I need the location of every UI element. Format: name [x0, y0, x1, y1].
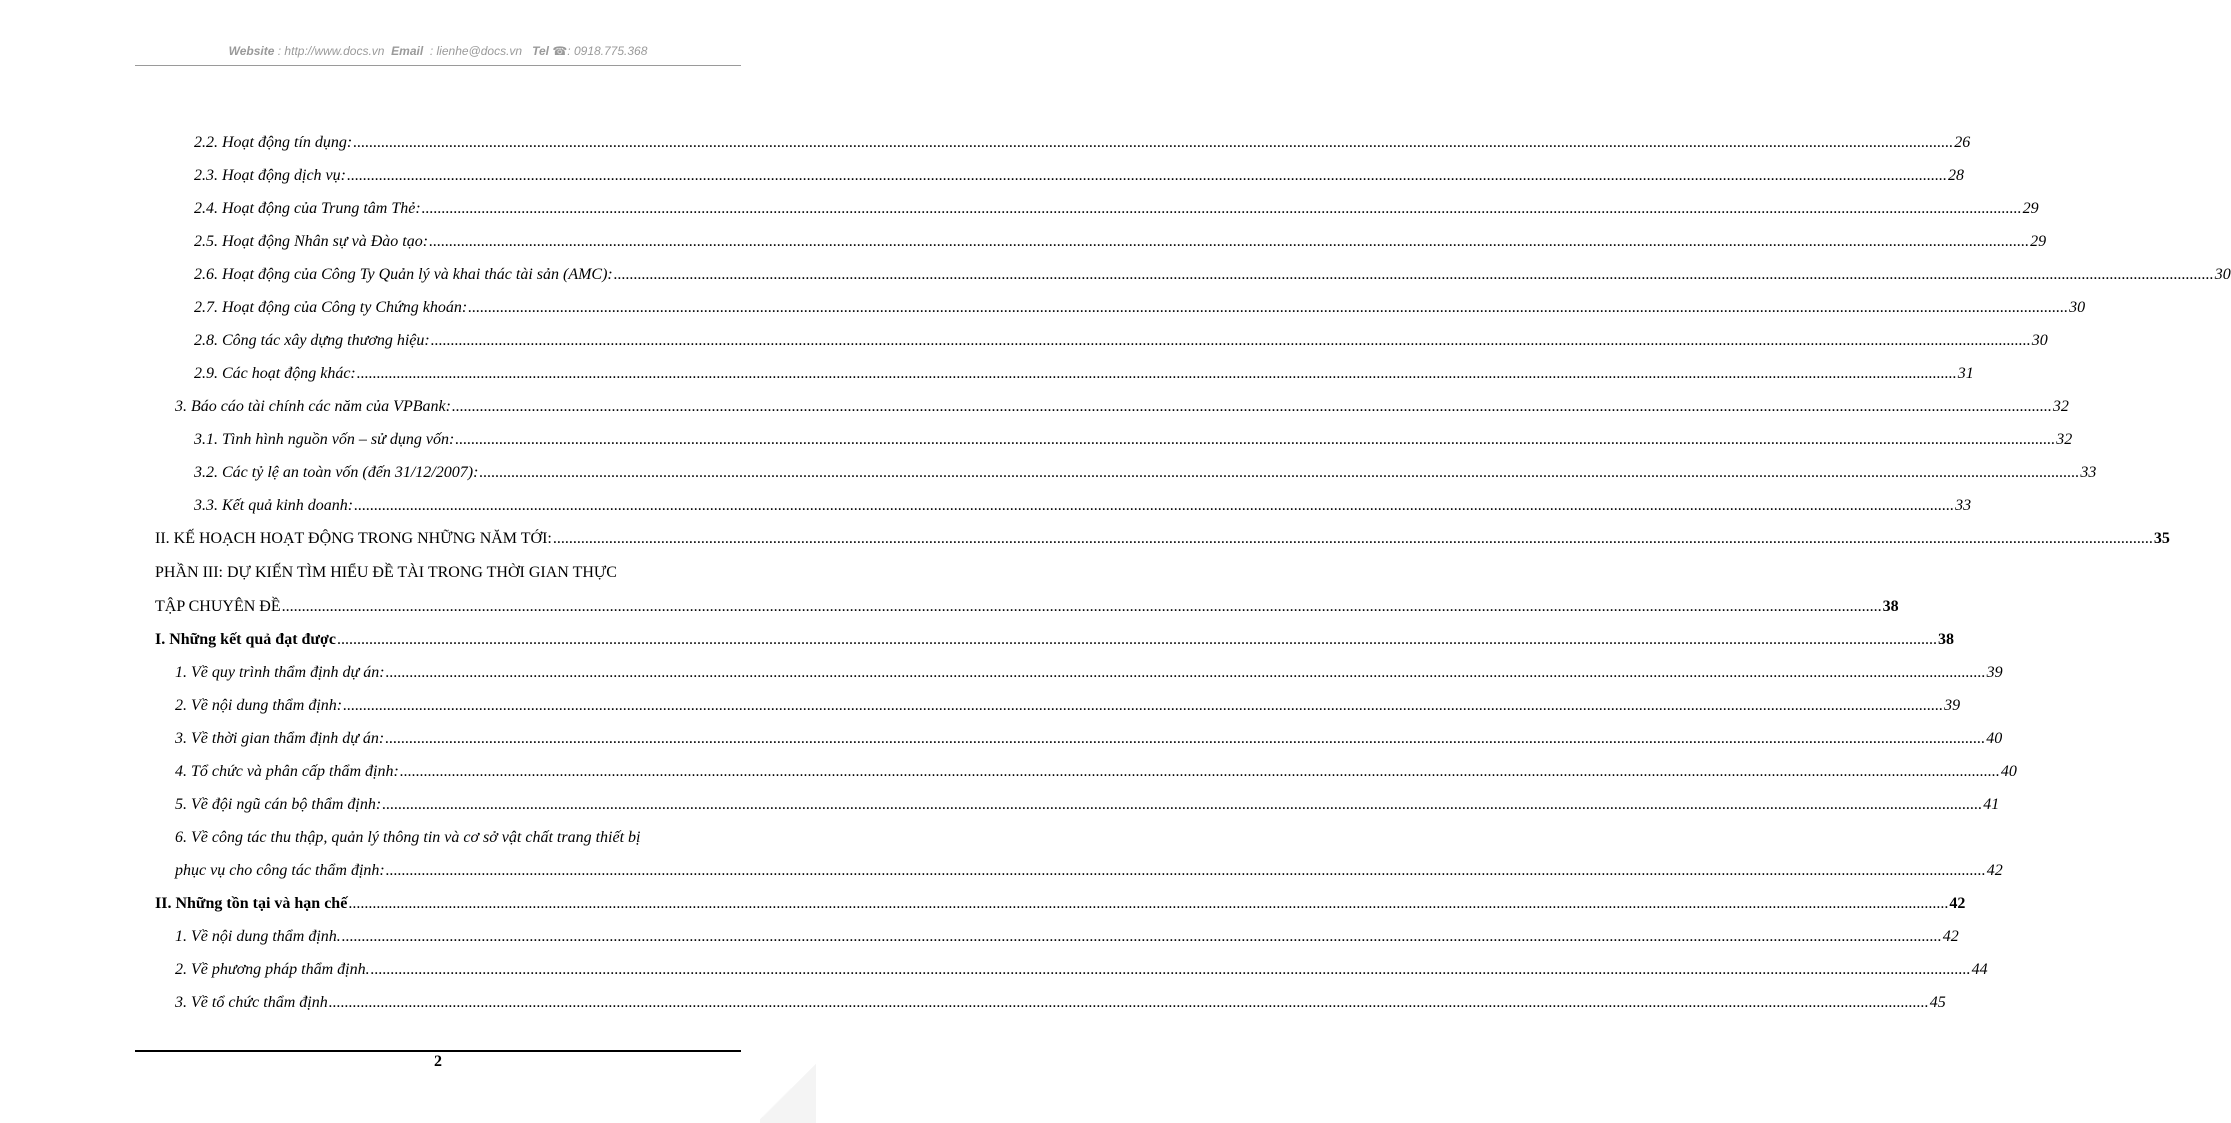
toc-entry-page: 28 — [1947, 167, 1964, 184]
toc-entry-page: 42 — [1986, 862, 2003, 879]
toc-entry-title: 1. Về quy trình thẩm định dự án: — [175, 664, 385, 681]
toc-entry-page: 42 — [1949, 895, 1966, 912]
toc-entry — [175, 757, 2017, 787]
leader-dots: ................................................................................................................................................................................................................................................................................................................................................................................................................ — [455, 431, 2056, 448]
toc-entry-title: 2.2. Hoạt động tín dụng: — [194, 134, 353, 151]
toc-entry-title: PHẦN III: DỰ KIẾN TÌM HIỂU ĐỀ TÀI TRONG THỜI GIAN THỰC — [155, 564, 617, 581]
leader-dots: ................................................................................................................................................................................................................................................................................................................................................................................................................ — [385, 664, 1986, 681]
toc-entry-page: 33 — [2080, 464, 2097, 481]
toc-entry-title: 2. Về nội dung thẩm định: — [175, 697, 343, 714]
leader-dots: ................................................................................................................................................................................................................................................................................................................................................................................................................ — [348, 895, 1949, 912]
toc-entry — [155, 592, 1899, 622]
toc-entry-page: 30 — [2031, 332, 2048, 349]
toc-entry-title: I. Những kết quả đạt được — [155, 631, 336, 648]
toc-entry-title: 2. Về phương pháp thẩm định. — [175, 961, 370, 978]
website-label: Website — [228, 44, 275, 58]
leader-dots: ................................................................................................................................................................................................................................................................................................................................................................................................................ — [356, 365, 1957, 382]
toc-entry-title: 2.6. Hoạt động của Công Ty Quản lý và khai thác tài sản (AMC): — [194, 266, 613, 283]
toc-entry — [194, 425, 2073, 455]
page-header — [135, 44, 741, 58]
leader-dots: ................................................................................................................................................................................................................................................................................................................................................................................................................ — [613, 266, 2214, 283]
page-corner-shade — [760, 1060, 816, 1123]
tel-label: Tel — [532, 44, 549, 58]
toc-entry — [194, 161, 1964, 191]
toc-entry-page: 38 — [1938, 631, 1954, 648]
toc-entry-page: 40 — [1986, 730, 2003, 747]
toc-entry-title: 3. Về thời gian thẩm định dự án: — [175, 730, 385, 747]
toc-entry-page: 38 — [1882, 598, 1899, 615]
leader-dots: ................................................................................................................................................................................................................................................................................................................................................................................................................ — [281, 598, 1882, 615]
leader-dots: ................................................................................................................................................................................................................................................................................................................................................................................................................ — [385, 730, 1986, 747]
toc-entry-page: 29 — [2030, 233, 2047, 250]
toc-entry — [175, 823, 640, 853]
toc-entry-page: 39 — [1986, 664, 2003, 681]
toc-entry-title: 2.9. Các hoạt động khác: — [194, 365, 356, 382]
toc-entry-title: 2.5. Hoạt động Nhân sự và Đào tạo: — [194, 233, 429, 250]
leader-dots: ................................................................................................................................................................................................................................................................................................................................................................................................................ — [479, 464, 2080, 481]
toc-entry — [194, 194, 2039, 224]
toc-entry-title: 3.1. Tình hình nguồn vốn – sử dụng vốn: — [194, 431, 455, 448]
toc-entry — [194, 260, 2231, 290]
leader-dots: ................................................................................................................................................................................................................................................................................................................................................................................................................ — [399, 763, 2000, 780]
toc-entry-page: 29 — [2022, 200, 2039, 217]
toc-entry-page: 30 — [2069, 299, 2086, 316]
toc-entry — [175, 790, 2000, 820]
toc-entry — [175, 724, 2003, 754]
toc-entry-title: 3.3. Kết quả kinh doanh: — [194, 497, 354, 514]
toc-entry-page: 26 — [1954, 134, 1971, 151]
toc-entry — [175, 856, 2003, 886]
toc-entry — [155, 524, 2170, 554]
leader-dots: ................................................................................................................................................................................................................................................................................................................................................................................................................ — [468, 299, 2069, 316]
toc-entry-title: 4. Tổ chức và phân cấp thẩm định: — [175, 763, 399, 780]
toc-entry-page: 31 — [1957, 365, 1974, 382]
leader-dots: ................................................................................................................................................................................................................................................................................................................................................................................................................ — [341, 928, 1942, 945]
toc-entry-title: 2.4. Hoạt động của Trung tâm Thẻ: — [194, 200, 421, 217]
leader-dots: ................................................................................................................................................................................................................................................................................................................................................................................................................ — [430, 332, 2031, 349]
toc-entry-title: 3.2. Các tỷ lệ an toàn vốn (đến 31/12/2007): — [194, 464, 479, 481]
leader-dots: ................................................................................................................................................................................................................................................................................................................................................................................................................ — [328, 994, 1929, 1011]
page-number: 2 — [434, 1053, 442, 1070]
toc-entry-page: 39 — [1944, 697, 1961, 714]
toc-entry — [155, 625, 1954, 655]
toc-entry-title: II. KẾ HOẠCH HOẠT ĐỘNG TRONG NHỮNG NĂM TỚI: — [155, 530, 552, 547]
toc-entry — [155, 889, 1966, 919]
tel-value: : 0918.775.368 — [567, 44, 648, 58]
toc-entry-page: 41 — [1983, 796, 2000, 813]
toc-entry — [175, 988, 1946, 1018]
leader-dots: ................................................................................................................................................................................................................................................................................................................................................................................................................ — [346, 167, 1947, 184]
toc-entry-page: 32 — [2056, 431, 2073, 448]
toc-entry — [194, 326, 2048, 356]
leader-dots: ................................................................................................................................................................................................................................................................................................................................................................................................................ — [343, 697, 1944, 714]
toc-entry-title: 2.8. Công tác xây dựng thương hiệu: — [194, 332, 430, 349]
leader-dots: ................................................................................................................................................................................................................................................................................................................................................................................................................ — [354, 497, 1955, 514]
toc-entry-page: 40 — [2000, 763, 2017, 780]
header-rule — [135, 65, 741, 66]
toc-entry-page: 42 — [1942, 928, 1959, 945]
toc-entry-title: phục vụ cho công tác thẩm định: — [175, 862, 385, 879]
leader-dots: ................................................................................................................................................................................................................................................................................................................................................................................................................ — [353, 134, 1954, 151]
email-value: : lienhe@docs.vn — [429, 44, 523, 58]
leader-dots: ................................................................................................................................................................................................................................................................................................................................................................................................................ — [552, 530, 2153, 547]
phone-icon: ☎ — [552, 44, 568, 58]
toc-entry-title: 2.7. Hoạt động của Công ty Chứng khoán: — [194, 299, 468, 316]
leader-dots: ................................................................................................................................................................................................................................................................................................................................................................................................................ — [421, 200, 2022, 217]
toc-entry — [175, 955, 1988, 985]
footer-rule — [135, 1050, 741, 1052]
toc-entry — [194, 128, 1971, 158]
toc-entry — [194, 491, 1972, 521]
toc-entry-title: 3. Báo cáo tài chính các năm của VPBank: — [175, 398, 451, 415]
leader-dots: ................................................................................................................................................................................................................................................................................................................................................................................................................ — [337, 631, 1937, 648]
toc-entry — [175, 691, 1961, 721]
toc-entry-title: 6. Về công tác thu thập, quản lý thông tin và cơ sở vật chất trang thiết bị — [175, 829, 641, 846]
toc-entry — [175, 922, 1959, 952]
toc-entry-title: 1. Về nội dung thẩm định. — [175, 928, 341, 945]
toc-entry-page: 33 — [1955, 497, 1972, 514]
toc-entry-page: 35 — [2153, 530, 2170, 547]
toc-entry — [194, 359, 1974, 389]
toc-entry — [175, 658, 2003, 688]
toc-entry — [194, 458, 2097, 488]
toc-entry-title: II. Những tồn tại và hạn chế — [155, 895, 348, 912]
toc-entry — [194, 293, 2086, 323]
toc-entry-title: 5. Về đội ngũ cán bộ thẩm định: — [175, 796, 382, 813]
leader-dots: ................................................................................................................................................................................................................................................................................................................................................................................................................ — [370, 961, 1971, 978]
leader-dots: ................................................................................................................................................................................................................................................................................................................................................................................................................ — [382, 796, 1983, 813]
toc-entry-page: 44 — [1971, 961, 1988, 978]
email-label: Email — [391, 44, 424, 58]
toc-entry-title: 3. Về tổ chức thẩm định — [175, 994, 328, 1011]
toc-entry — [194, 227, 2047, 257]
leader-dots: ................................................................................................................................................................................................................................................................................................................................................................................................................ — [451, 398, 2052, 415]
toc-entry-page: 30 — [2214, 266, 2231, 283]
toc-entry-page: 45 — [1929, 994, 1946, 1011]
toc-entry — [155, 558, 617, 588]
toc-entry-page: 32 — [2052, 398, 2069, 415]
toc-entry-title: TẬP CHUYÊN ĐỀ — [155, 598, 281, 615]
leader-dots: ................................................................................................................................................................................................................................................................................................................................................................................................................ — [429, 233, 2030, 250]
toc-entry — [175, 392, 2069, 422]
website-value: : http://www.docs.vn — [277, 44, 385, 58]
leader-dots: ................................................................................................................................................................................................................................................................................................................................................................................................................ — [385, 862, 1986, 879]
toc-entry-title: 2.3. Hoạt động dịch vụ: — [194, 167, 346, 184]
